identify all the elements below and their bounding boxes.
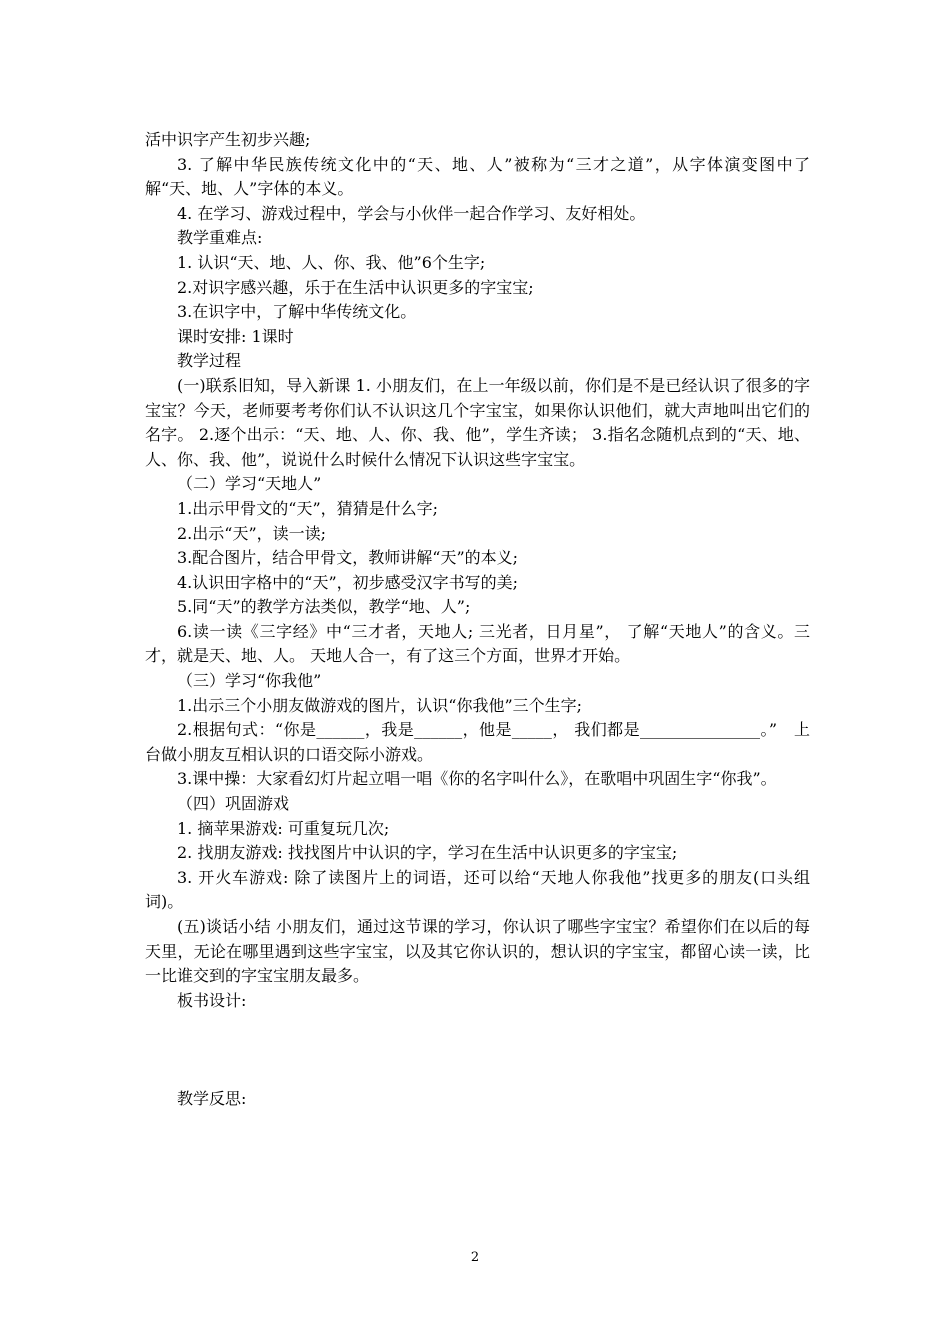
paragraph: 2.对识字感兴趣，乐于在生活中认识更多的字宝宝; xyxy=(177,277,534,297)
paragraph: 活中识字产生初步兴趣; xyxy=(145,130,311,149)
paragraph: 3.在识字中，了解中华传统文化。 xyxy=(177,302,417,322)
paragraph: (五)谈话小结 小朋友们，通过这节课的学习，你认识了哪些字宝宝？希望你们在以后的每天里，无论在哪里遇到这些字宝宝，以及其它你认识的，想认识的字宝宝，都留心读一读，比一比谁交到的字宝宝朋友最多。 xyxy=(145,917,810,986)
paragraph: 2.出示“天”，读一读; xyxy=(177,523,327,543)
section-heading: 教学过程 xyxy=(177,351,242,371)
paragraph: 2.根据句式：“你是______，我是______，他是_____， 我们都是_______________。” 上台做小朋友互相认识的口语交际小游戏。 xyxy=(145,720,810,764)
paragraph: 3. 了解中华民族传统文化中的“天、地、人”被称为“三才之道”，从字体演变图中了解“天、地、人”字体的本义。 xyxy=(145,154,810,199)
paragraph: 6.读一读《三字经》中“三才者，天地人; 三光者，日月星”， 了解“天地人”的含义。三才，就是天、地、人。 天地人合一，有了这三个方面，世界才开始。 xyxy=(145,621,810,666)
paragraph: 2. 找朋友游戏: 找找图片中认识的字，学习在生活中认识更多的字宝宝; xyxy=(177,843,678,863)
paragraph: 课时安排: 1课时 xyxy=(177,326,294,346)
paragraph: 4. 在学习、游戏过程中，学会与小伙伴一起合作学习、友好相处。 xyxy=(177,203,646,223)
section-heading: （二）学习“天地人” xyxy=(177,474,322,494)
blank-space xyxy=(145,1013,810,1087)
paragraph: (一)联系旧知，导入新课 1. 小朋友们，在上一年级以前，你们是不是已经认识了很多的字宝宝？今天，老师要考考你们认不认识这几个字宝宝，如果你认识他们，就大声地叫出它们的名字。 2.逐个出示：“天、地、人、你、我、他”，学生齐读； 3.指名念随机点到的“天、地、人、你、我、他”，说说什么时候什么情况下认识这些字宝宝。 xyxy=(145,375,810,469)
paragraph: 1. 摘苹果游戏: 可重复玩几次; xyxy=(177,818,390,838)
section-heading: 教学重难点: xyxy=(177,228,263,248)
paragraph: 3.配合图片，结合甲骨文，教师讲解“天”的本义; xyxy=(177,548,519,568)
section-heading: 板书设计: xyxy=(177,990,247,1010)
document-page xyxy=(145,128,810,1112)
paragraph: 1.出示三个小朋友做游戏的图片，认识“你我他”三个生字; xyxy=(177,695,583,715)
paragraph: 1.出示甲骨文的“天”，猜猜是什么字; xyxy=(177,498,439,518)
page-number: 2 xyxy=(470,1250,480,1265)
paragraph: 3.课中操：大家看幻灯片起立唱一唱《你的名字叫什么》，在歌唱中巩固生字“你我”。 xyxy=(177,769,777,789)
paragraph: 5.同“天”的教学方法类似，教学“地、人”; xyxy=(177,597,471,617)
section-heading: （三）学习“你我他” xyxy=(177,671,322,691)
paragraph: 1. 认识“天、地、人、你、我、他”6个生字; xyxy=(177,252,486,272)
section-heading: （四）巩固游戏 xyxy=(177,794,290,814)
reflection-label: 教学反思: xyxy=(177,1089,247,1109)
paragraph: 3. 开火车游戏: 除了读图片上的词语，还可以给“天地人你我他”找更多的朋友(口头组词)。 xyxy=(145,867,810,912)
paragraph: 4.认识田字格中的“天”，初步感受汉字书写的美; xyxy=(177,572,519,592)
